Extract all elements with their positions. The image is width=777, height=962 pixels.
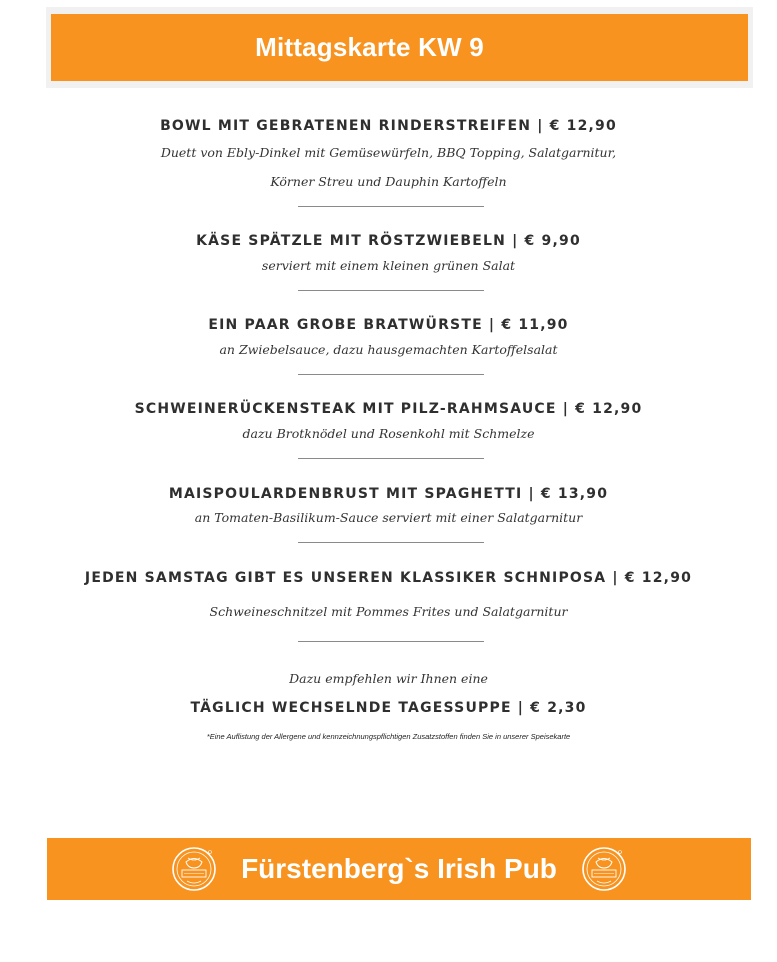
menu-item-title: JEDEN SAMSTAG GIBT ES UNSEREN KLASSIKER SCHNIPOSA | € 12,90 bbox=[84, 570, 693, 586]
divider bbox=[298, 374, 484, 375]
soup-intro-line bbox=[0, 671, 777, 686]
menu-item-desc-line bbox=[0, 174, 777, 189]
header-banner bbox=[51, 14, 748, 81]
divider bbox=[298, 458, 484, 459]
menu-item-schweinerueckensteak bbox=[0, 401, 777, 417]
pub-logo-icon bbox=[581, 846, 627, 892]
menu-item-desc: an Tomaten-Basilikum-Sauce serviert mit einer Salatgarnitur bbox=[194, 510, 583, 525]
soup-title: TÄGLICH WECHSELNDE TAGESSUPPE | € 2,30 bbox=[190, 700, 587, 716]
menu-item-schniposa bbox=[0, 570, 777, 586]
pub-logo-icon bbox=[171, 846, 217, 892]
menu-item-title: KÄSE SPÄTZLE MIT RÖSTZWIEBELN | € 9,90 bbox=[196, 233, 581, 249]
menu-item-desc: Duett von Ebly-Dinkel mit Gemüsewürfeln, BBQ Topping, Salatgarnitur, bbox=[160, 145, 617, 160]
menu-item-desc: serviert mit einem kleinen grünen Salat bbox=[261, 258, 516, 273]
divider bbox=[298, 542, 484, 543]
page-title: Mittagskarte KW 9 bbox=[255, 32, 484, 62]
menu-item-title: EIN PAAR GROBE BRATWÜRSTE | € 11,90 bbox=[208, 317, 569, 333]
footer-banner bbox=[47, 838, 751, 900]
menu-item-desc: Schweineschnitzel mit Pommes Frites und Salatgarnitur bbox=[209, 604, 568, 619]
menu-item-maispoulardenbrust bbox=[0, 486, 777, 502]
menu-item-tagessuppe bbox=[0, 700, 777, 716]
menu-item-title: MAISPOULARDENBRUST MIT SPAGHETTI | € 13,90 bbox=[168, 486, 609, 502]
menu-item-desc-line bbox=[0, 426, 777, 441]
menu-item-bowl bbox=[0, 118, 777, 134]
divider bbox=[298, 290, 484, 291]
menu-item-bratwuerste bbox=[0, 317, 777, 333]
divider bbox=[298, 206, 484, 207]
footer-title: Fürstenberg`s Irish Pub bbox=[241, 853, 557, 884]
menu-item-kaesespaetzle bbox=[0, 233, 777, 249]
menu-item-title: BOWL MIT GEBRATENEN RINDERSTREIFEN | € 12,90 bbox=[160, 118, 617, 134]
menu-item-desc-line bbox=[0, 258, 777, 273]
allergen-note: *Eine Auflistung der Allergene und kennzeichnungspflichtigen Zusatzstoffen finden Sie in unserer Speisekarte bbox=[206, 732, 571, 741]
divider bbox=[298, 641, 484, 642]
menu-item-desc: dazu Brotknödel und Rosenkohl mit Schmelze bbox=[242, 426, 535, 441]
menu-item-desc-line bbox=[0, 342, 777, 357]
menu-item-desc-line bbox=[0, 510, 777, 525]
menu-item-desc-line bbox=[0, 145, 777, 160]
menu-item-desc: an Zwiebelsauce, dazu hausgemachten Kartoffelsalat bbox=[219, 342, 558, 357]
menu-item-desc-line bbox=[0, 604, 777, 619]
menu-item-desc: Körner Streu und Dauphin Kartoffeln bbox=[270, 174, 507, 189]
soup-intro: Dazu empfehlen wir Ihnen eine bbox=[289, 671, 488, 686]
menu-item-title: SCHWEINERÜCKENSTEAK MIT PILZ-RAHMSAUCE | € 12,90 bbox=[134, 401, 643, 417]
